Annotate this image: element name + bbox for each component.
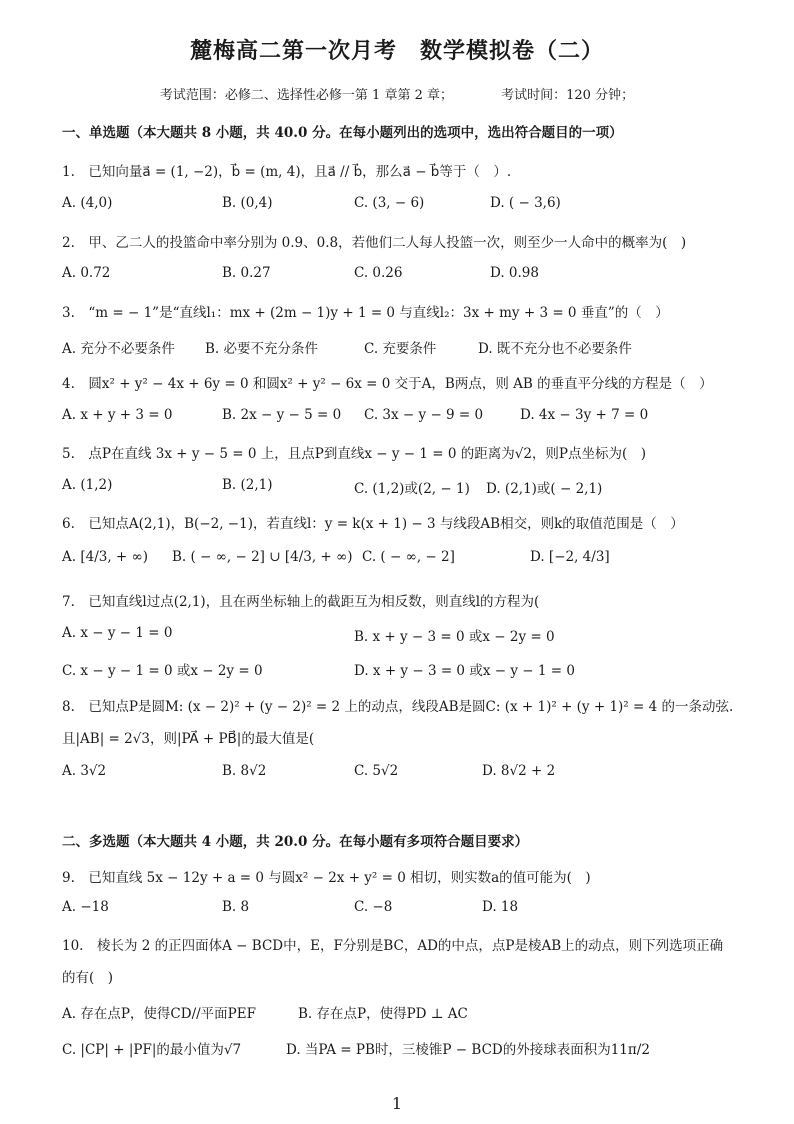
question-2-option-a: A. 0.72 — [62, 265, 111, 281]
question-4-option-b: B. 2x − y − 5 = 0 — [222, 407, 342, 423]
question-10-option-b: B. 存在点P，使得PD ⊥ AC — [298, 1006, 468, 1022]
question-3-option-d: D. 既不充分也不必要条件 — [478, 341, 632, 357]
section-heading-multiple-choice: 二、多选题（本大题共 4 小题，共 20.0 分。在每小题有多项符合题目要求） — [62, 834, 529, 850]
question-8-option-a: A. 3√2 — [62, 763, 107, 779]
question-6-stem: 6. 已知点A(2,1)，B(−2, −1)，若直线l：y = k(x + 1) − 3 与线段AB相交，则k的取值范围是（ ） — [62, 516, 684, 532]
question-7-option-d: D. x + y − 3 = 0 或x − y − 1 = 0 — [354, 663, 575, 679]
question-10-option-a: A. 存在点P，使得CD//平面PEF — [62, 1006, 256, 1022]
question-5-option-d: D. (2,1)或( − 2,1) — [486, 481, 603, 497]
question-4-option-d: D. 4x − 3y + 7 = 0 — [520, 407, 649, 423]
question-9-option-d: D. 18 — [482, 899, 519, 915]
question-1-stem: 1. 已知向量a⃗ = (1, −2)，b⃗ = (m, 4)，且a⃗ // b⃗，那么a⃗ − b⃗等于（ ）. — [62, 164, 512, 180]
question-3-option-c: C. 充要条件 — [364, 341, 437, 357]
question-10-stem: 10. 棱长为 2 的正四面体A − BCD中，E，F分别是BC，AD的中点，点P是棱AB上的动点，则下列选项正确 — [62, 938, 724, 954]
question-8-option-c: C. 5√2 — [354, 763, 399, 779]
question-8-option-b: B. 8√2 — [222, 763, 267, 779]
question-7-option-a: A. x − y − 1 = 0 — [62, 625, 173, 641]
question-1-option-d: D. ( − 3,6) — [490, 195, 561, 211]
question-4-option-a: A. x + y + 3 = 0 — [62, 407, 173, 423]
question-2-stem: 2. 甲、乙二人的投篮命中率分别为 0.9、0.8，若他们二人每人投篮一次，则至少一人命中的概率为( ) — [62, 235, 687, 251]
question-6-option-a: A. [4/3, + ∞) — [62, 549, 149, 565]
question-2-option-d: D. 0.98 — [490, 265, 539, 281]
question-9-stem: 9. 已知直线 5x − 12y + a = 0 与圆x² − 2x + y² = 0 相切，则实数a的值可能为( ) — [62, 870, 591, 886]
question-3-stem: 3. “m = − 1”是“直线l₁：mx + (2m − 1)y + 1 = 0 与直线l₂：3x + my + 3 = 0 垂直”的（ ） — [62, 305, 669, 321]
question-8-stem-continued: 且|AB| = 2√3，则|PA⃗ + PB⃗|的最大值是( — [62, 731, 315, 747]
question-6-option-d: D. [−2, 4/3] — [530, 549, 610, 565]
question-8-stem: 8. 已知点P是圆M: (x − 2)² + (y − 2)² = 2 上的动点，线段AB是圆C: (x + 1)² + (y + 1)² = 4 的一条动弦. — [62, 699, 734, 715]
exam-scope: 考试范围：必修二、选择性必修一第 1 章第 2 章； — [159, 88, 453, 103]
question-3-option-b: B. 必要不充分条件 — [205, 341, 319, 357]
question-10-option-c: C. |CP| + |PF|的最小值为√7 — [62, 1042, 242, 1058]
question-1-option-c: C. (3, − 6) — [354, 195, 425, 211]
question-4-option-c: C. 3x − y − 9 = 0 — [364, 407, 484, 423]
question-7-option-b: B. x + y − 3 = 0 或x − 2y = 0 — [354, 629, 555, 645]
question-9-option-c: C. −8 — [354, 899, 393, 915]
question-2-option-c: C. 0.26 — [354, 265, 403, 281]
question-8-option-d: D. 8√2 + 2 — [482, 763, 556, 779]
page-number: 1 — [391, 1094, 403, 1113]
question-7-stem: 7. 已知直线l过点(2,1)，且在两坐标轴上的截距互为相反数，则直线l的方程为( — [62, 594, 540, 610]
question-5-option-b: B. (2,1) — [222, 477, 273, 493]
question-4-stem: 4. 圆x² + y² − 4x + 6y = 0 和圆x² + y² − 6x = 0 交于A，B两点，则 AB 的垂直平分线的方程是（ ） — [62, 376, 713, 392]
question-1-option-b: B. (0,4) — [222, 195, 273, 211]
section-heading-single-choice: 一、单选题（本大题共 8 小题，共 40.0 分。在每小题列出的选项中，选出符合题目的一项） — [62, 125, 623, 141]
exam-time: 考试时间：120 分钟； — [501, 88, 635, 103]
question-2-option-b: B. 0.27 — [222, 265, 271, 281]
exam-meta — [0, 84, 794, 103]
question-1-option-a: A. (4,0) — [62, 195, 113, 211]
page-title: 麓梅高二第一次月考 数学模拟卷（二） — [189, 38, 604, 64]
question-5-option-c: C. (1,2)或(2, − 1) — [354, 481, 470, 497]
question-9-option-b: B. 8 — [222, 899, 250, 915]
question-5-stem: 5. 点P在直线 3x + y − 5 = 0 上，且点P到直线x − y − 1 = 0 的距离为√2，则P点坐标为( ) — [62, 446, 647, 462]
question-10-stem-continued: 的有( ) — [62, 970, 114, 986]
question-5-option-a: A. (1,2) — [62, 477, 113, 493]
question-9-option-a: A. −18 — [62, 899, 109, 915]
question-6-option-b: B. ( − ∞, − 2] ∪ [4/3, + ∞) — [172, 549, 353, 565]
question-6-option-c: C. ( − ∞, − 2] — [362, 549, 455, 565]
question-3-option-a: A. 充分不必要条件 — [62, 341, 175, 357]
question-10-option-d: D. 当PA = PB时，三棱锥P − BCD的外接球表面积为11π/2 — [286, 1042, 650, 1058]
question-7-option-c: C. x − y − 1 = 0 或x − 2y = 0 — [62, 663, 263, 679]
